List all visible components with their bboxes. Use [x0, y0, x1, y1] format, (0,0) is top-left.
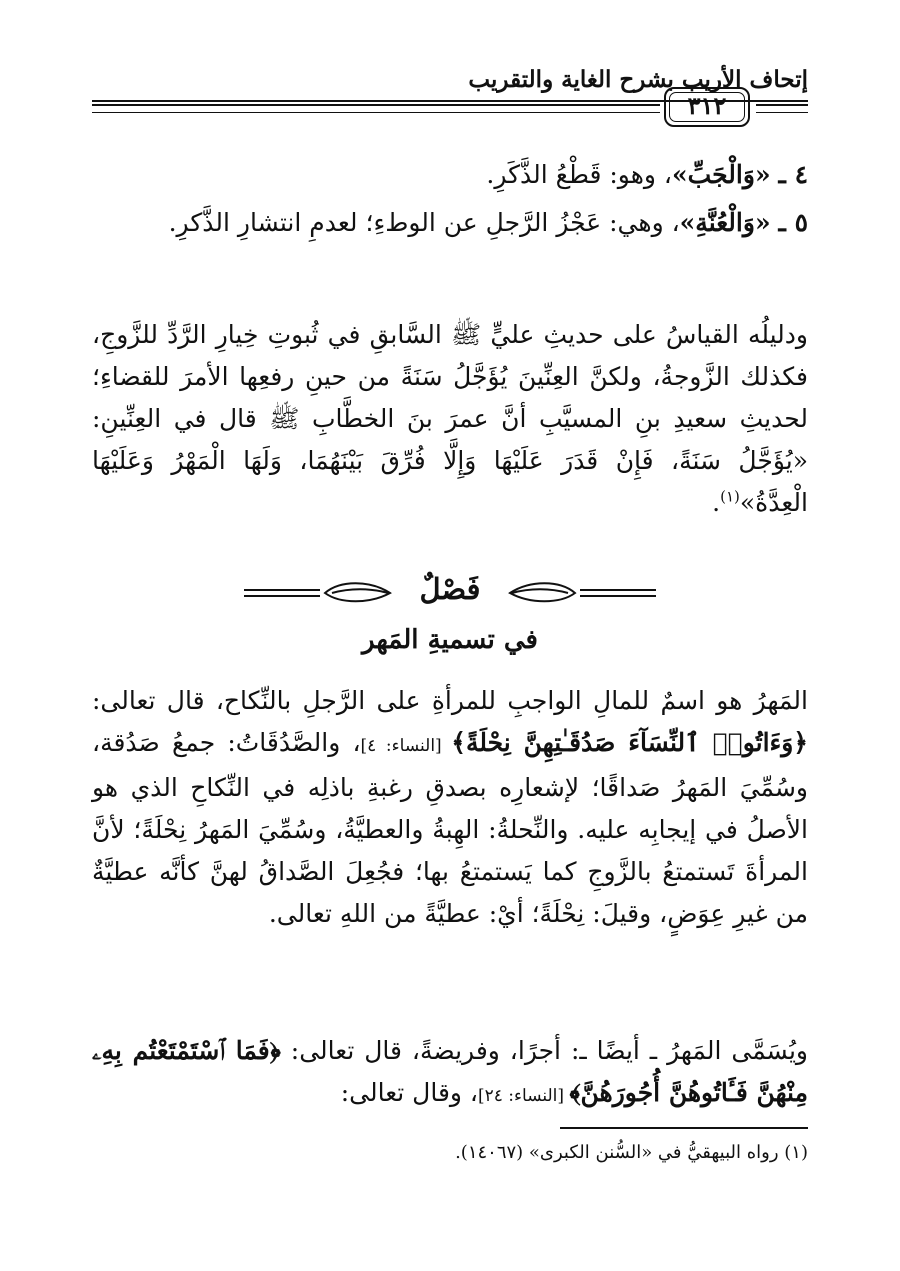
section-heading: فَصْلٌ: [419, 572, 481, 606]
header-rule-left: [92, 104, 660, 113]
item-text: ، وهي: عَجْزُ الرَّجلِ عن الوطءِ؛ لعدمِ انتشارِ الذَّكرِ.: [168, 208, 680, 237]
item-term: «وَالْعُنَّةِ»: [679, 208, 771, 237]
page-number: ٣١٢: [687, 91, 727, 120]
item-number: ٤ ـ: [778, 160, 808, 189]
paragraph-text: ويُسَمَّى المَهرُ ـ أيضًا ـ: أجرًا، وفريضةً، قال تعالى:: [280, 1036, 808, 1065]
footnote: (١) رواه البيهقيُّ في «السُّنن الكبرى» (١٤٠٦٧).: [455, 1142, 808, 1163]
quran-verse: ﴿فَمَا ٱسْتَمْتَعْتُم بِهِۦ مِنْهُنَّ فَـَٔاتُوهُنَّ أُجُورَهُنَّ﴾: [92, 1036, 808, 1107]
evidence-end: .: [712, 488, 721, 517]
evidence-paragraph: [92, 314, 808, 524]
page-number-box: [664, 87, 750, 127]
verse-reference: [النساء: ٤]: [360, 736, 452, 756]
verse-reference: [النساء: ٢٤]: [477, 1086, 570, 1106]
paragraph-text: ، والصَّدُقَاتُ: جمعُ صَدُقة، وسُمِّيَ المَهرُ صَداقًا؛ لإشعارِه بصدقِ رغبةِ باذلِه في النِّكاحِ الذي هو الأصلُ في إيجابِه عليه. والنِّحلةُ: الهِبةُ والعطيَّةُ، وسُمِّيَ المَهرُ نِحْلَةً؛ لأنَّ المرأةَ تَستمتعُ بالزَّوجِ كما يَستمتعُ بها؛ فجُعِلَ الصَّداقُ لهنَّ كأنَّه عطيَّةٌ من غيرِ عِوَضٍ، وقيلَ: نِحْلَةً؛ أيْ: عطيَّةً من اللهِ تعالى.: [92, 728, 808, 928]
item-text: ، وهو: قَطْعُ الذَّكَرِ.: [486, 160, 672, 189]
item-term: «وَالْجَبِّ»: [672, 160, 771, 189]
footnote-marker: (١): [720, 487, 740, 506]
paragraph-mahr-definition: [92, 680, 808, 935]
paragraph-mahr-names: [92, 1030, 808, 1117]
section-subheading: في تسميةِ المَهر: [362, 625, 538, 655]
quran-verse: ﴿وَءَاتُوا۟ ٱلنِّسَآءَ صَدُقَـٰتِهِنَّ نِحْلَةً﴾: [451, 728, 809, 757]
paragraph-text: ، وقال تعالى:: [340, 1078, 478, 1107]
paragraph-text: المَهرُ هو اسمٌ للمالِ الواجبِ للمرأةِ على الرَّجلِ بالنِّكاح، قال تعالى:: [92, 686, 808, 715]
footnote-separator: [560, 1127, 808, 1129]
list-item-5: [92, 202, 808, 244]
running-header-title: إتحاف الأريب بشرح الغاية والتقريب: [468, 66, 808, 93]
header-rule-right: [756, 104, 808, 113]
item-number: ٥ ـ: [778, 208, 808, 237]
list-item-4: [92, 154, 808, 196]
evidence-text: ودليلُه القياسُ على حديثِ عليٍّ ﷺ السَّابقِ في ثُبوتِ خِيارِ الرَّدِّ للزَّوجِ، فكذلك الزَّوجةُ، ولكنَّ العِنِّينَ يُؤَجَّلُ سَنَةً من حينِ رفعِها الأمرَ للقضاءِ؛ لحديثِ سعيدِ بنِ المسيَّبِ أنَّ عمرَ بنَ الخطَّابِ ﷺ قال في العِنِّينِ: «يُؤَجَّلُ سَنَةً، فَإِنْ قَدَرَ عَلَيْهَا وَإِلَّا فُرِّقَ بَيْنَهُمَا، وَلَهَا الْمَهْرُ وَعَلَيْهَا الْعِدَّةُ»: [92, 320, 808, 517]
